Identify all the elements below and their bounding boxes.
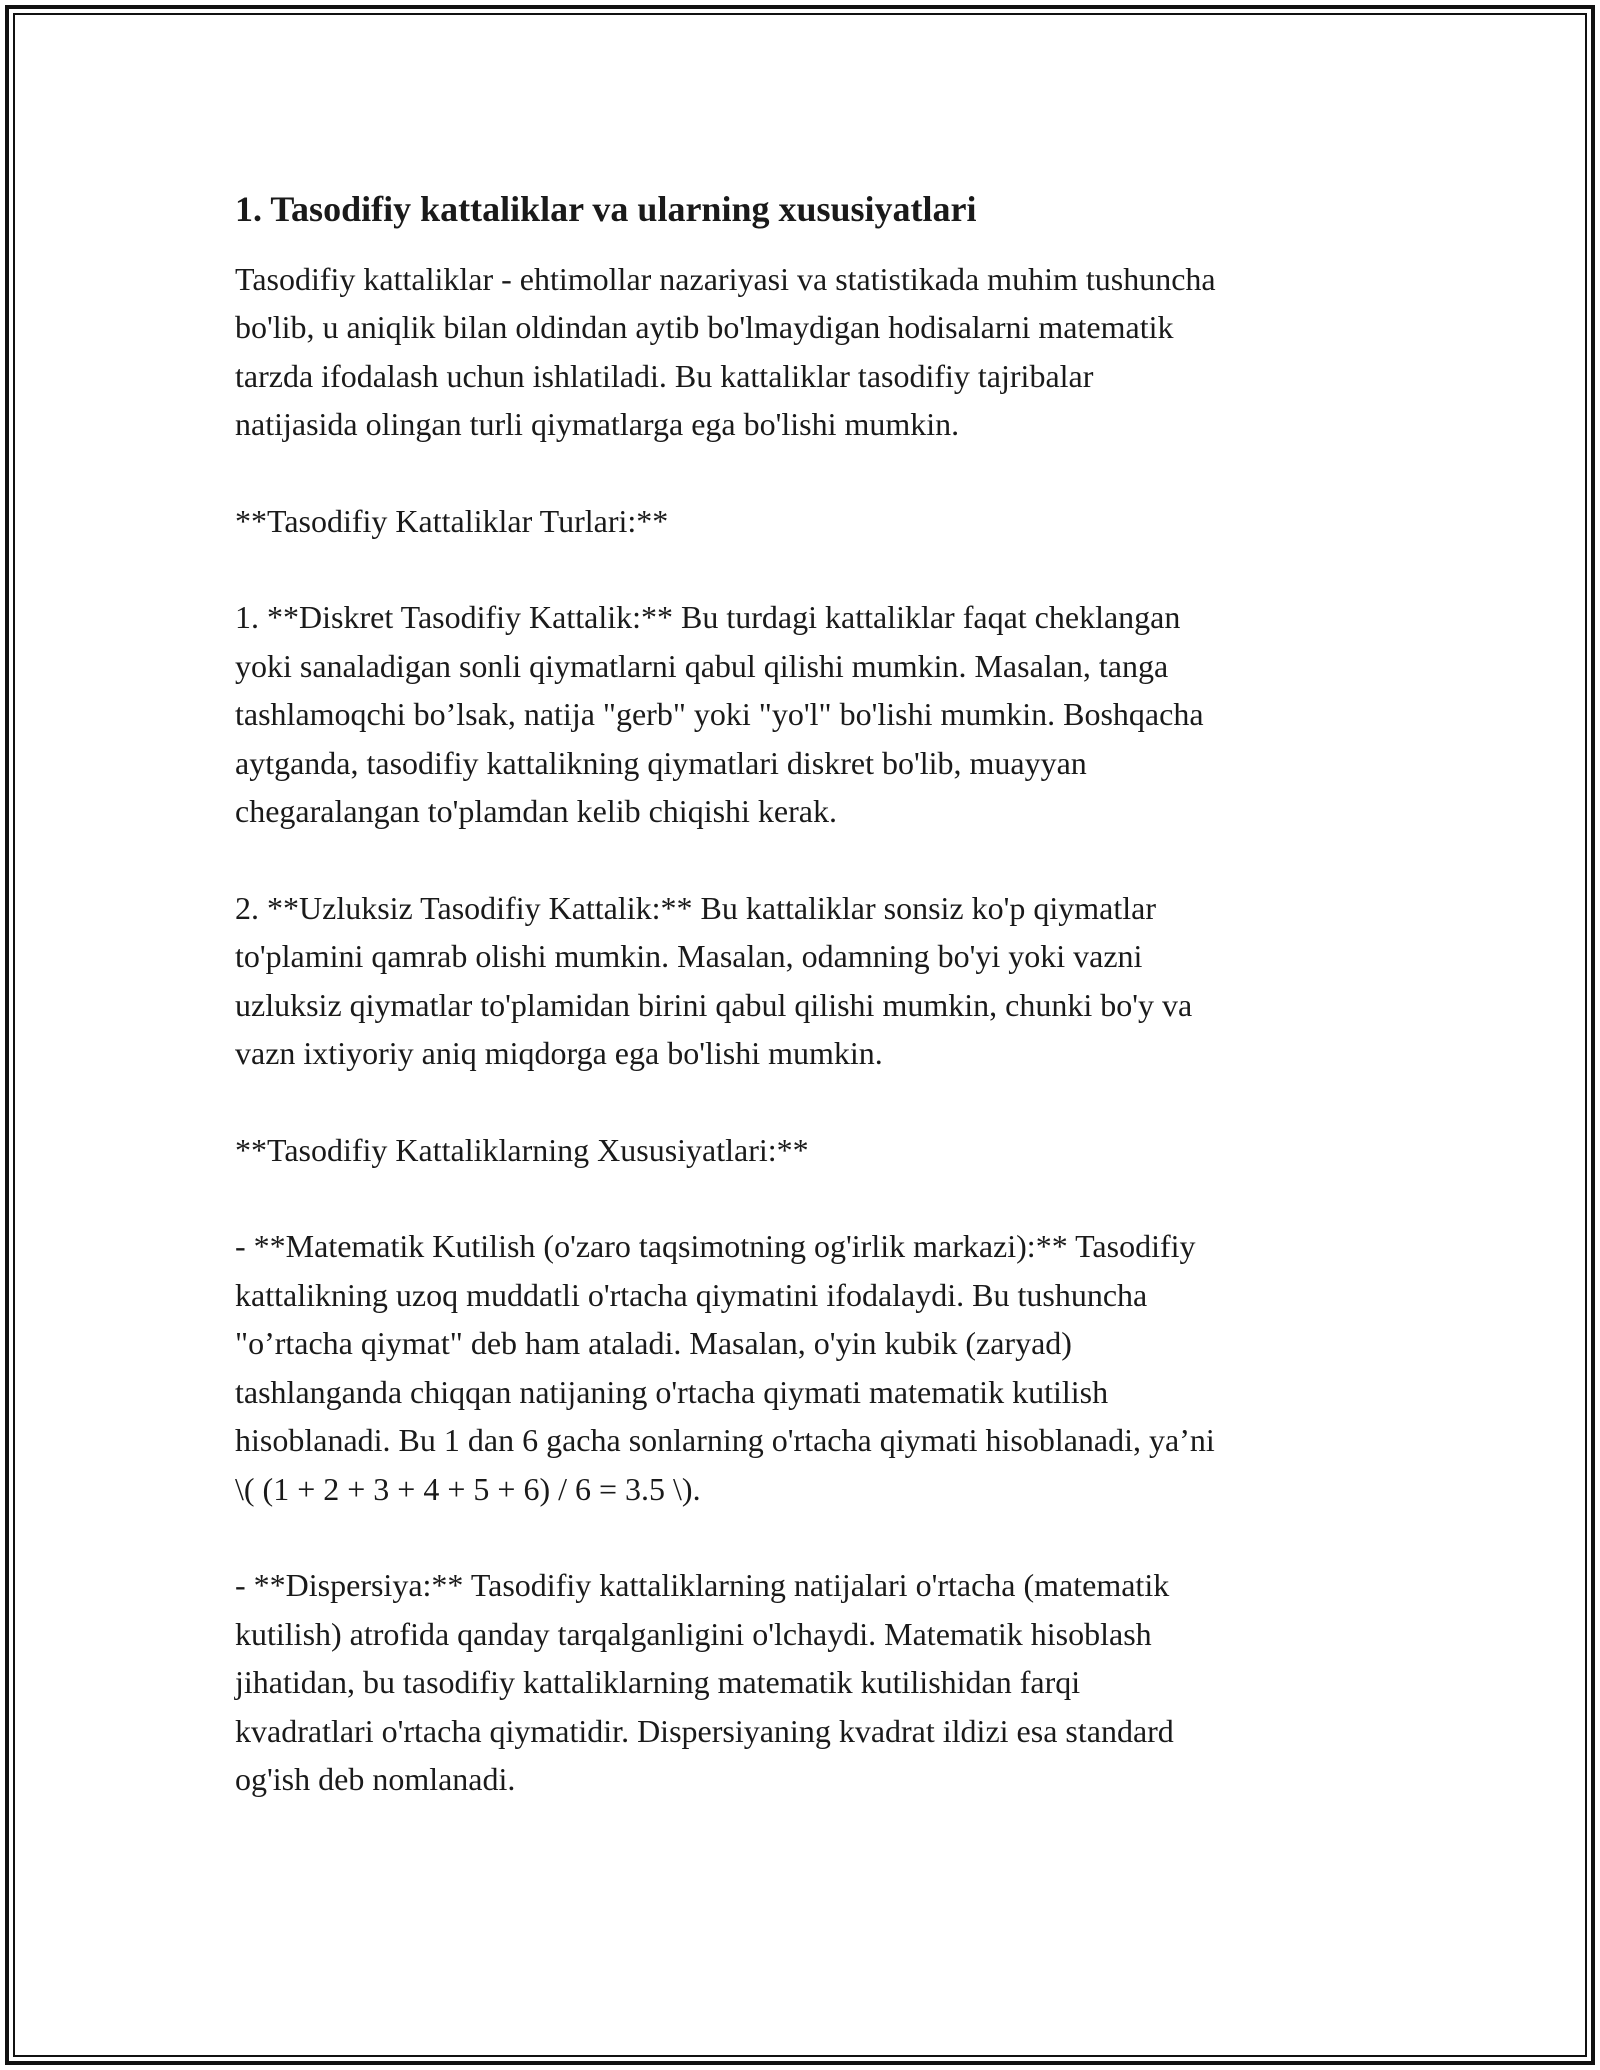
paragraph-types-heading: **Tasodifiy Kattaliklar Turlari:**	[235, 502, 669, 539]
document-body	[235, 186, 1370, 1852]
paragraph-discrete: 1. **Diskret Tasodifiy Kattalik:** Bu turdagi kattaliklar faqat cheklangan yoki sanaladigan sonli qiymatlarni qabul qilishi mumkin. Masalan, tanga tashlamoqchi bo’lsak, natija "gerb" yoki "yo'l" bo'lishi mumkin. Boshqacha aytganda, tasodifiy kattalikning qiymatlari diskret bo'lib, muayyan chegaralangan to'plamdan kelib chiqishi kerak.	[235, 599, 1204, 830]
paragraph-intro: Tasodifiy kattaliklar - ehtimollar nazariyasi va statistikada muhim tushuncha bo'lib, u aniqlik bilan oldindan aytib bo'lmaydigan hodisalarni matematik tarzda ifodalash uchun ishlatiladi. Bu kattaliklar tasodifiy tajribalar natijasida olingan turli qiymatlarga ega bo'lishi mumkin.	[235, 260, 1216, 443]
paragraph-continuous: 2. **Uzluksiz Tasodifiy Kattalik:** Bu kattaliklar sonsiz ko'p qiymatlar to'plamini qamrab olishi mumkin. Masalan, odamning bo'yi yoki vazni uzluksiz qiymatlar to'plamidan birini qabul qilishi mumkin, chunki bo'y va vazn ixtiyoriy aniq miqdorga ega bo'lishi mumkin.	[235, 889, 1193, 1072]
document-title: 1. Tasodifiy kattaliklar va ularning xususiyatlari	[235, 189, 977, 229]
paragraph-properties-heading: **Tasodifiy Kattaliklarning Xususiyatlari:**	[235, 1131, 809, 1168]
paragraph-expectation: - **Matematik Kutilish (o'zaro taqsimotning og'irlik markazi):** Tasodifiy kattalikning uzoq muddatli o'rtacha qiymatini ifodalaydi. Bu tushuncha "o’rtacha qiymat" deb ham ataladi. Masalan, o'yin kubik (zaryad) tashlanganda chiqqan natijaning o'rtacha qiymati matematik kutilish hisoblanadi. Bu 1 dan 6 gacha sonlarning o'rtacha qiymati hisoblanadi, ya’ni \( (1 + 2 + 3 + 4 + 5 + 6) / 6 = 3.5 \).	[235, 1228, 1215, 1507]
paragraph-variance: - **Dispersiya:** Tasodifiy kattaliklarning natijalari o'rtacha (matematik kutilish) atrofida qanday tarqalganligini o'lchaydi. Matematik hisoblash jihatidan, bu tasodifiy kattaliklarning matematik kutilishidan farqi kvadratlari o'rtacha qiymatidir. Dispersiyaning kvadrat ildizi esa standard og'ish deb nomlanadi.	[235, 1567, 1174, 1798]
